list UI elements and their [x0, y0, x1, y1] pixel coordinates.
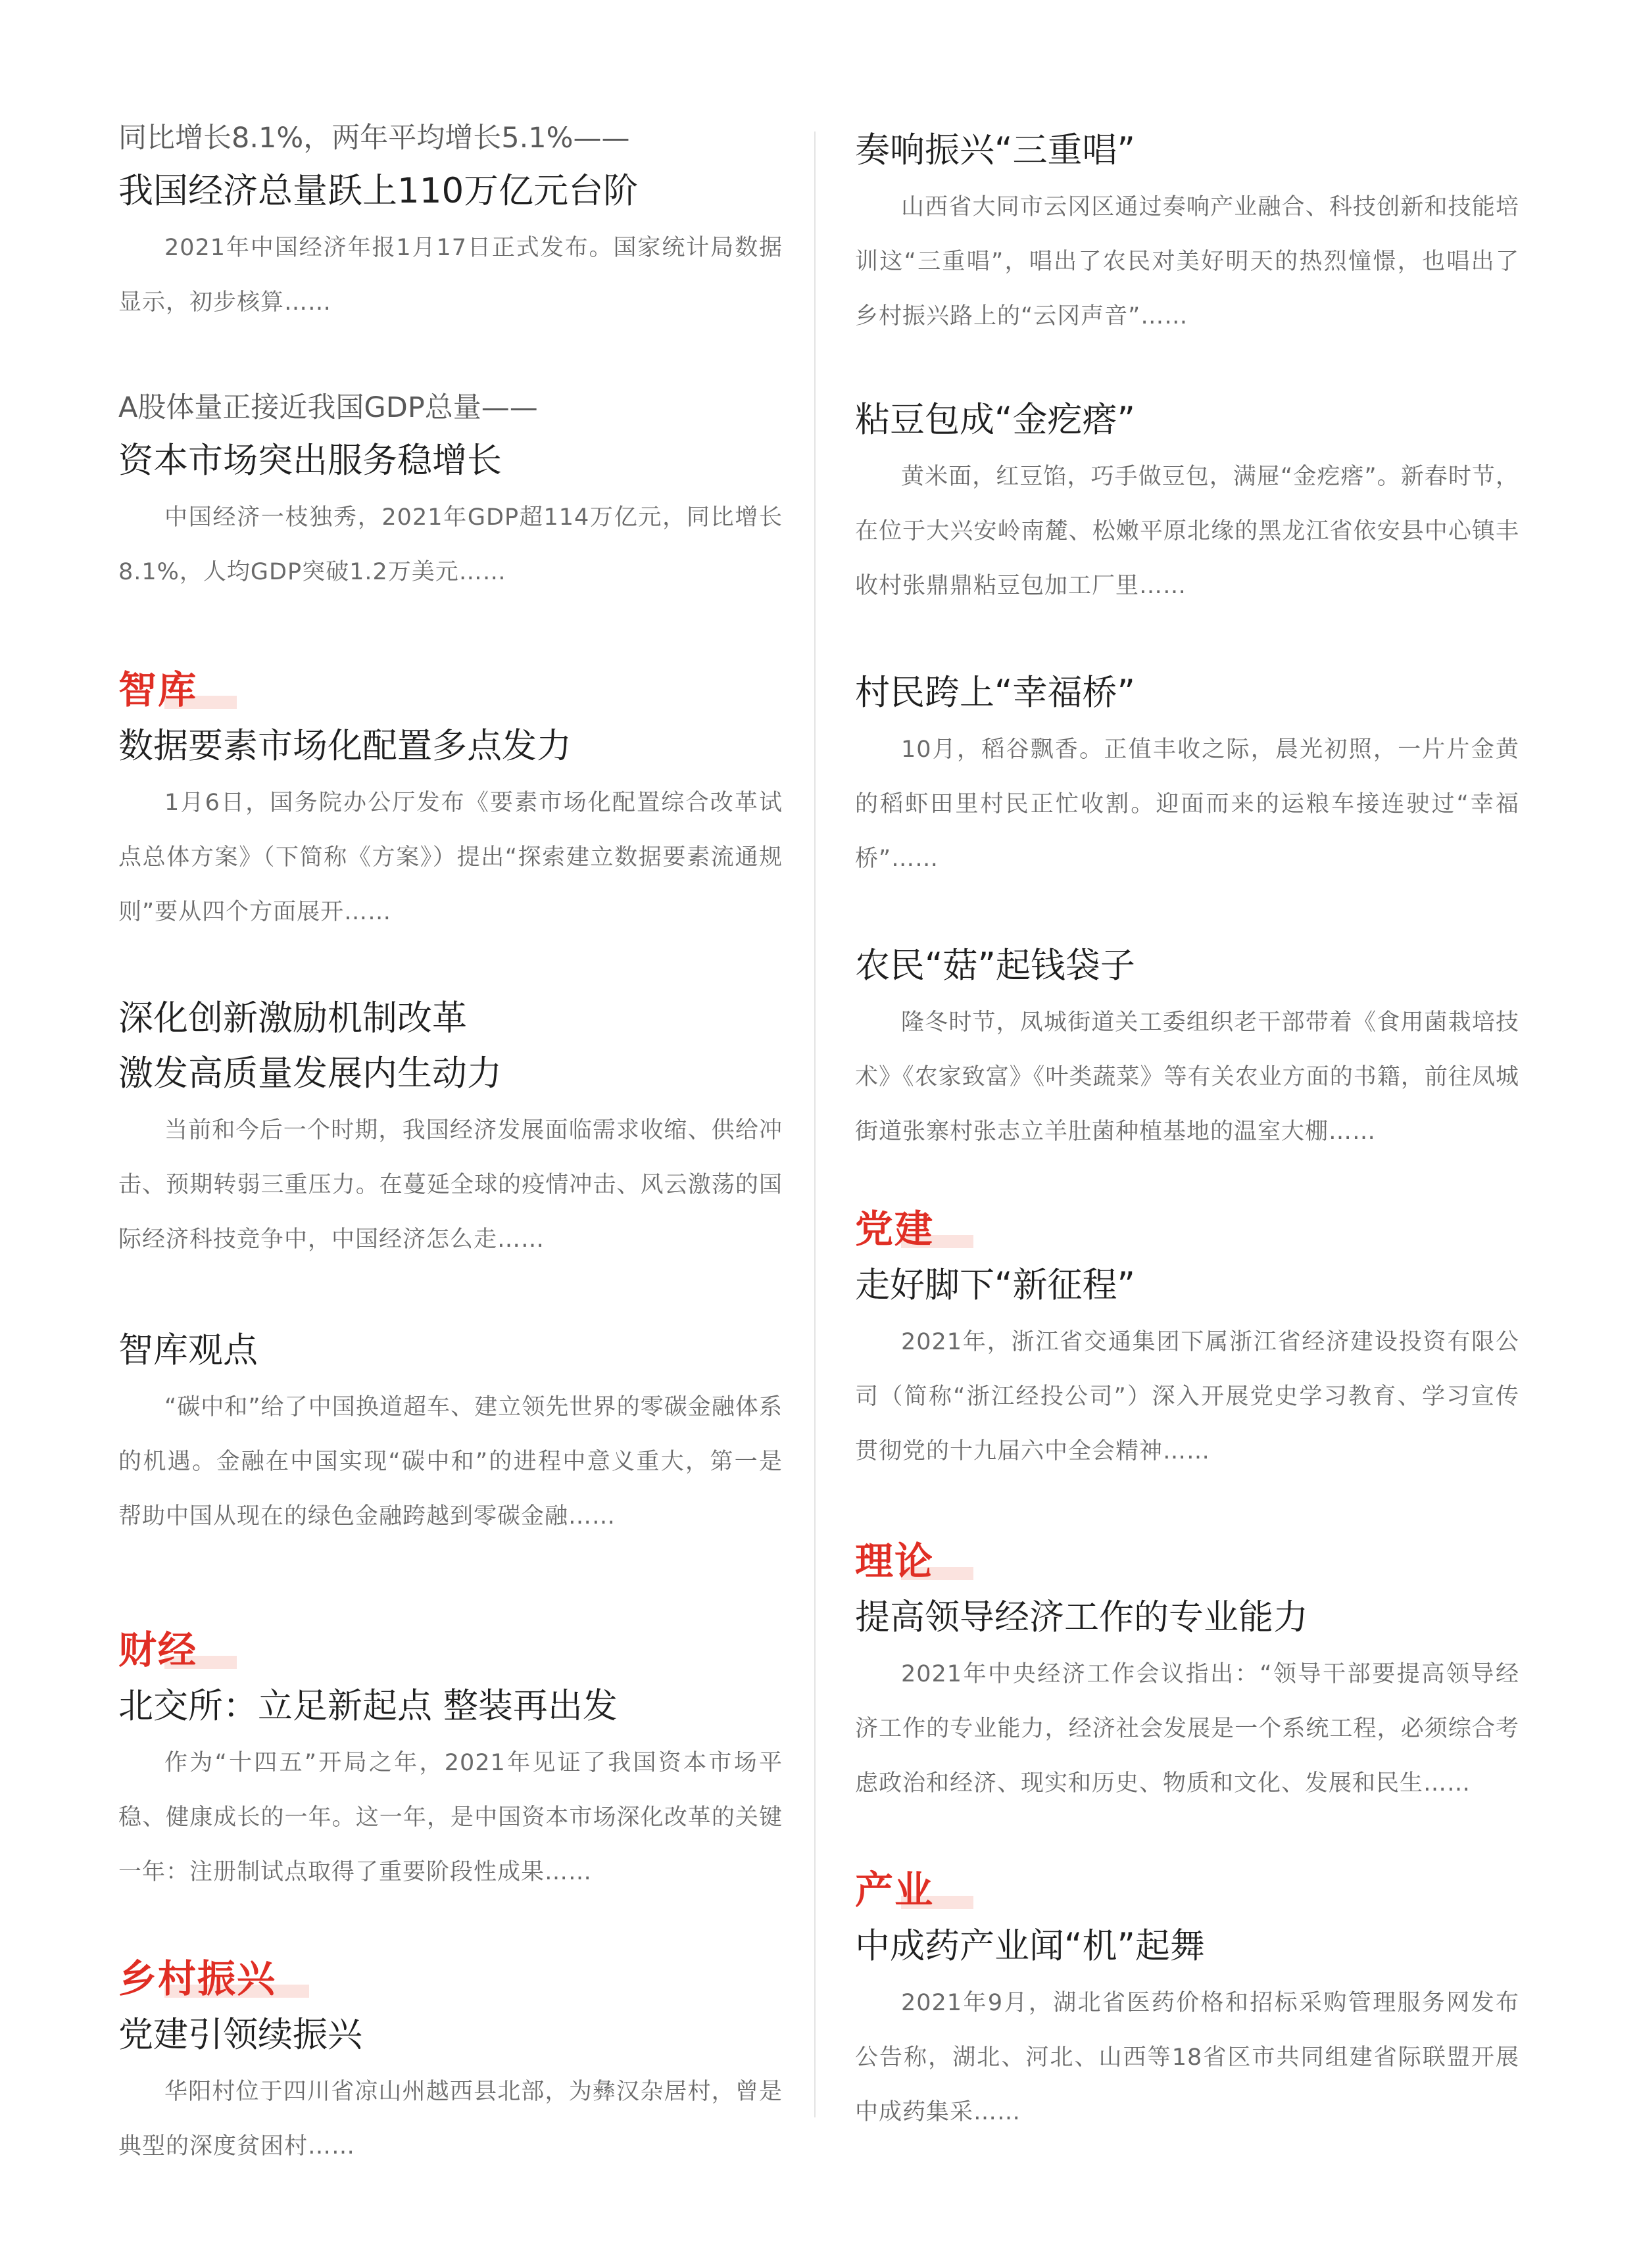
article[interactable] — [118, 1953, 783, 2174]
article[interactable] — [855, 125, 1519, 344]
article-title[interactable]: 深化创新激励机制改革 — [118, 998, 467, 1038]
article-summary: 隆冬时节，凤城街道关工委组织老干部带着《食用菌栽培技术》《农家致富》《叶类蔬菜》等有关农业方面的书籍，前往凤城街道张寨村张志立羊肚菌种植基地的温室大棚…… — [855, 1009, 1519, 1145]
article-title[interactable]: 北交所：立足新起点 整装再出发 — [118, 1686, 618, 1726]
section-heading-xiangcun — [118, 1953, 783, 2006]
article[interactable] — [118, 118, 783, 330]
article-title[interactable]: 资本市场突出服务稳增长 — [118, 441, 502, 481]
section-label: 产业 — [855, 1868, 935, 1912]
article-title[interactable]: 走好脚下“新征程” — [855, 1265, 1135, 1305]
article-title-line2[interactable]: 激发高质量发展内生动力 — [118, 1053, 502, 1094]
article[interactable] — [855, 1203, 1519, 1479]
article-summary: 10月，稻谷飘香。正值丰收之际，晨光初照，一片片金黄的稻虾田里村民正忙收割。迎面而来的运粮车接连驶过“幸福桥”…… — [855, 736, 1519, 872]
article-title[interactable]: 粘豆包成“金疙瘩” — [855, 400, 1135, 440]
article-title[interactable]: 中成药产业闻“机”起舞 — [855, 1926, 1205, 1966]
article-summary: “碳中和”给了中国换道超车、建立领先世界的零碳金融体系的机遇。金融在中国实现“碳中和”的进程中意义重大，第一是帮助中国从现在的绿色金融跨越到零碳金融…… — [118, 1394, 783, 1530]
section-label: 智库 — [118, 667, 198, 712]
article-title[interactable]: 奏响振兴“三重唱” — [855, 130, 1135, 170]
article[interactable] — [855, 1535, 1519, 1811]
article-summary: 2021年，浙江省交通集团下属浙江省经济建设投资有限公司（简称“浙江经投公司”）深入开展党史学习教育、学习宣传贯彻党的十九届六中全会精神…… — [855, 1329, 1519, 1464]
article-title[interactable]: 数据要素市场化配置多点发力 — [118, 726, 572, 766]
article[interactable] — [855, 395, 1519, 614]
section-heading-caijing — [118, 1624, 783, 1677]
section-heading-chanye — [855, 1864, 1519, 1917]
article-title[interactable]: 我国经济总量跃上110万亿元台阶 — [118, 171, 639, 211]
article-summary: 中国经济一枝独秀，2021年GDP超114万亿元，同比增长8.1%，人均GDP突破1.2万美元…… — [118, 504, 783, 585]
column-divider — [814, 132, 816, 2117]
article-summary: 2021年中央经济工作会议指出：“领导干部要提高领导经济工作的专业能力，经济社会发展是一个系统工程，必须综合考虑政治和经济、现实和历史、物质和文化、发展和民生…… — [855, 1661, 1519, 1797]
article-title[interactable]: 党建引领续振兴 — [118, 2015, 362, 2055]
article[interactable] — [855, 1864, 1519, 2140]
section-heading-zhiku — [118, 664, 783, 717]
article-summary: 1月6日，国务院办公厅发布《要素市场化配置综合改革试点总体方案》（下简称《方案》）提出“探索建立数据要素流通规则”要从四个方面展开…… — [118, 790, 783, 925]
section-label: 财经 — [118, 1628, 198, 1672]
article-summary: 2021年中国经济年报1月17日正式发布。国家统计局数据显示，初步核算…… — [118, 235, 783, 316]
section-heading-lilun — [855, 1535, 1519, 1588]
article-summary: 2021年9月，湖北省医药价格和招标采购管理服务网发布公告称，湖北、河北、山西等18省区市共同组建省际联盟开展中成药集采…… — [855, 1990, 1519, 2125]
article[interactable] — [118, 1325, 783, 1544]
article-summary: 黄米面，红豆馅，巧手做豆包，满屉“金疙瘩”。新春时节，在位于大兴安岭南麓、松嫩平原北缘的黑龙江省依安县中心镇丰收村张鼎鼎粘豆包加工厂里…… — [855, 464, 1519, 599]
article[interactable] — [855, 940, 1519, 1159]
article[interactable] — [118, 388, 783, 600]
article[interactable] — [118, 993, 783, 1267]
article-title[interactable]: 村民跨上“幸福桥” — [855, 673, 1135, 713]
article-title[interactable]: 提高领导经济工作的专业能力 — [855, 1597, 1308, 1637]
article[interactable] — [118, 664, 783, 940]
article[interactable] — [118, 1624, 783, 1900]
article-summary: 当前和今后一个时期，我国经济发展面临需求收缩、供给冲击、预期转弱三重压力。在蔓延全球的疫情冲击、风云激荡的国际经济科技竞争中，中国经济怎么走…… — [118, 1117, 783, 1253]
article-title[interactable]: 农民“菇”起钱袋子 — [855, 946, 1135, 986]
article[interactable] — [855, 667, 1519, 886]
section-label: 理论 — [855, 1539, 935, 1583]
article-title[interactable]: 智库观点 — [118, 1330, 258, 1370]
article-summary: 华阳村位于四川省凉山州越西县北部，为彝汉杂居村，曾是典型的深度贫困村…… — [118, 2079, 783, 2159]
article-kicker: 同比增长8.1%，两年平均增长5.1%—— — [118, 122, 630, 155]
section-label: 乡村振兴 — [118, 1956, 277, 2001]
article-kicker: A股体量正接近我国GDP总量—— — [118, 391, 538, 424]
section-heading-dangjian — [855, 1203, 1519, 1256]
article-summary: 作为“十四五”开局之年，2021年见证了我国资本市场平稳、健康成长的一年。这一年，是中国资本市场深化改革的关键一年：注册制试点取得了重要阶段性成果…… — [118, 1750, 783, 1885]
article-summary: 山西省大同市云冈区通过奏响产业融合、科技创新和技能培训这“三重唱”，唱出了农民对美好明天的热烈憧憬，也唱出了乡村振兴路上的“云冈声音”…… — [855, 194, 1519, 329]
section-label: 党建 — [855, 1207, 935, 1251]
